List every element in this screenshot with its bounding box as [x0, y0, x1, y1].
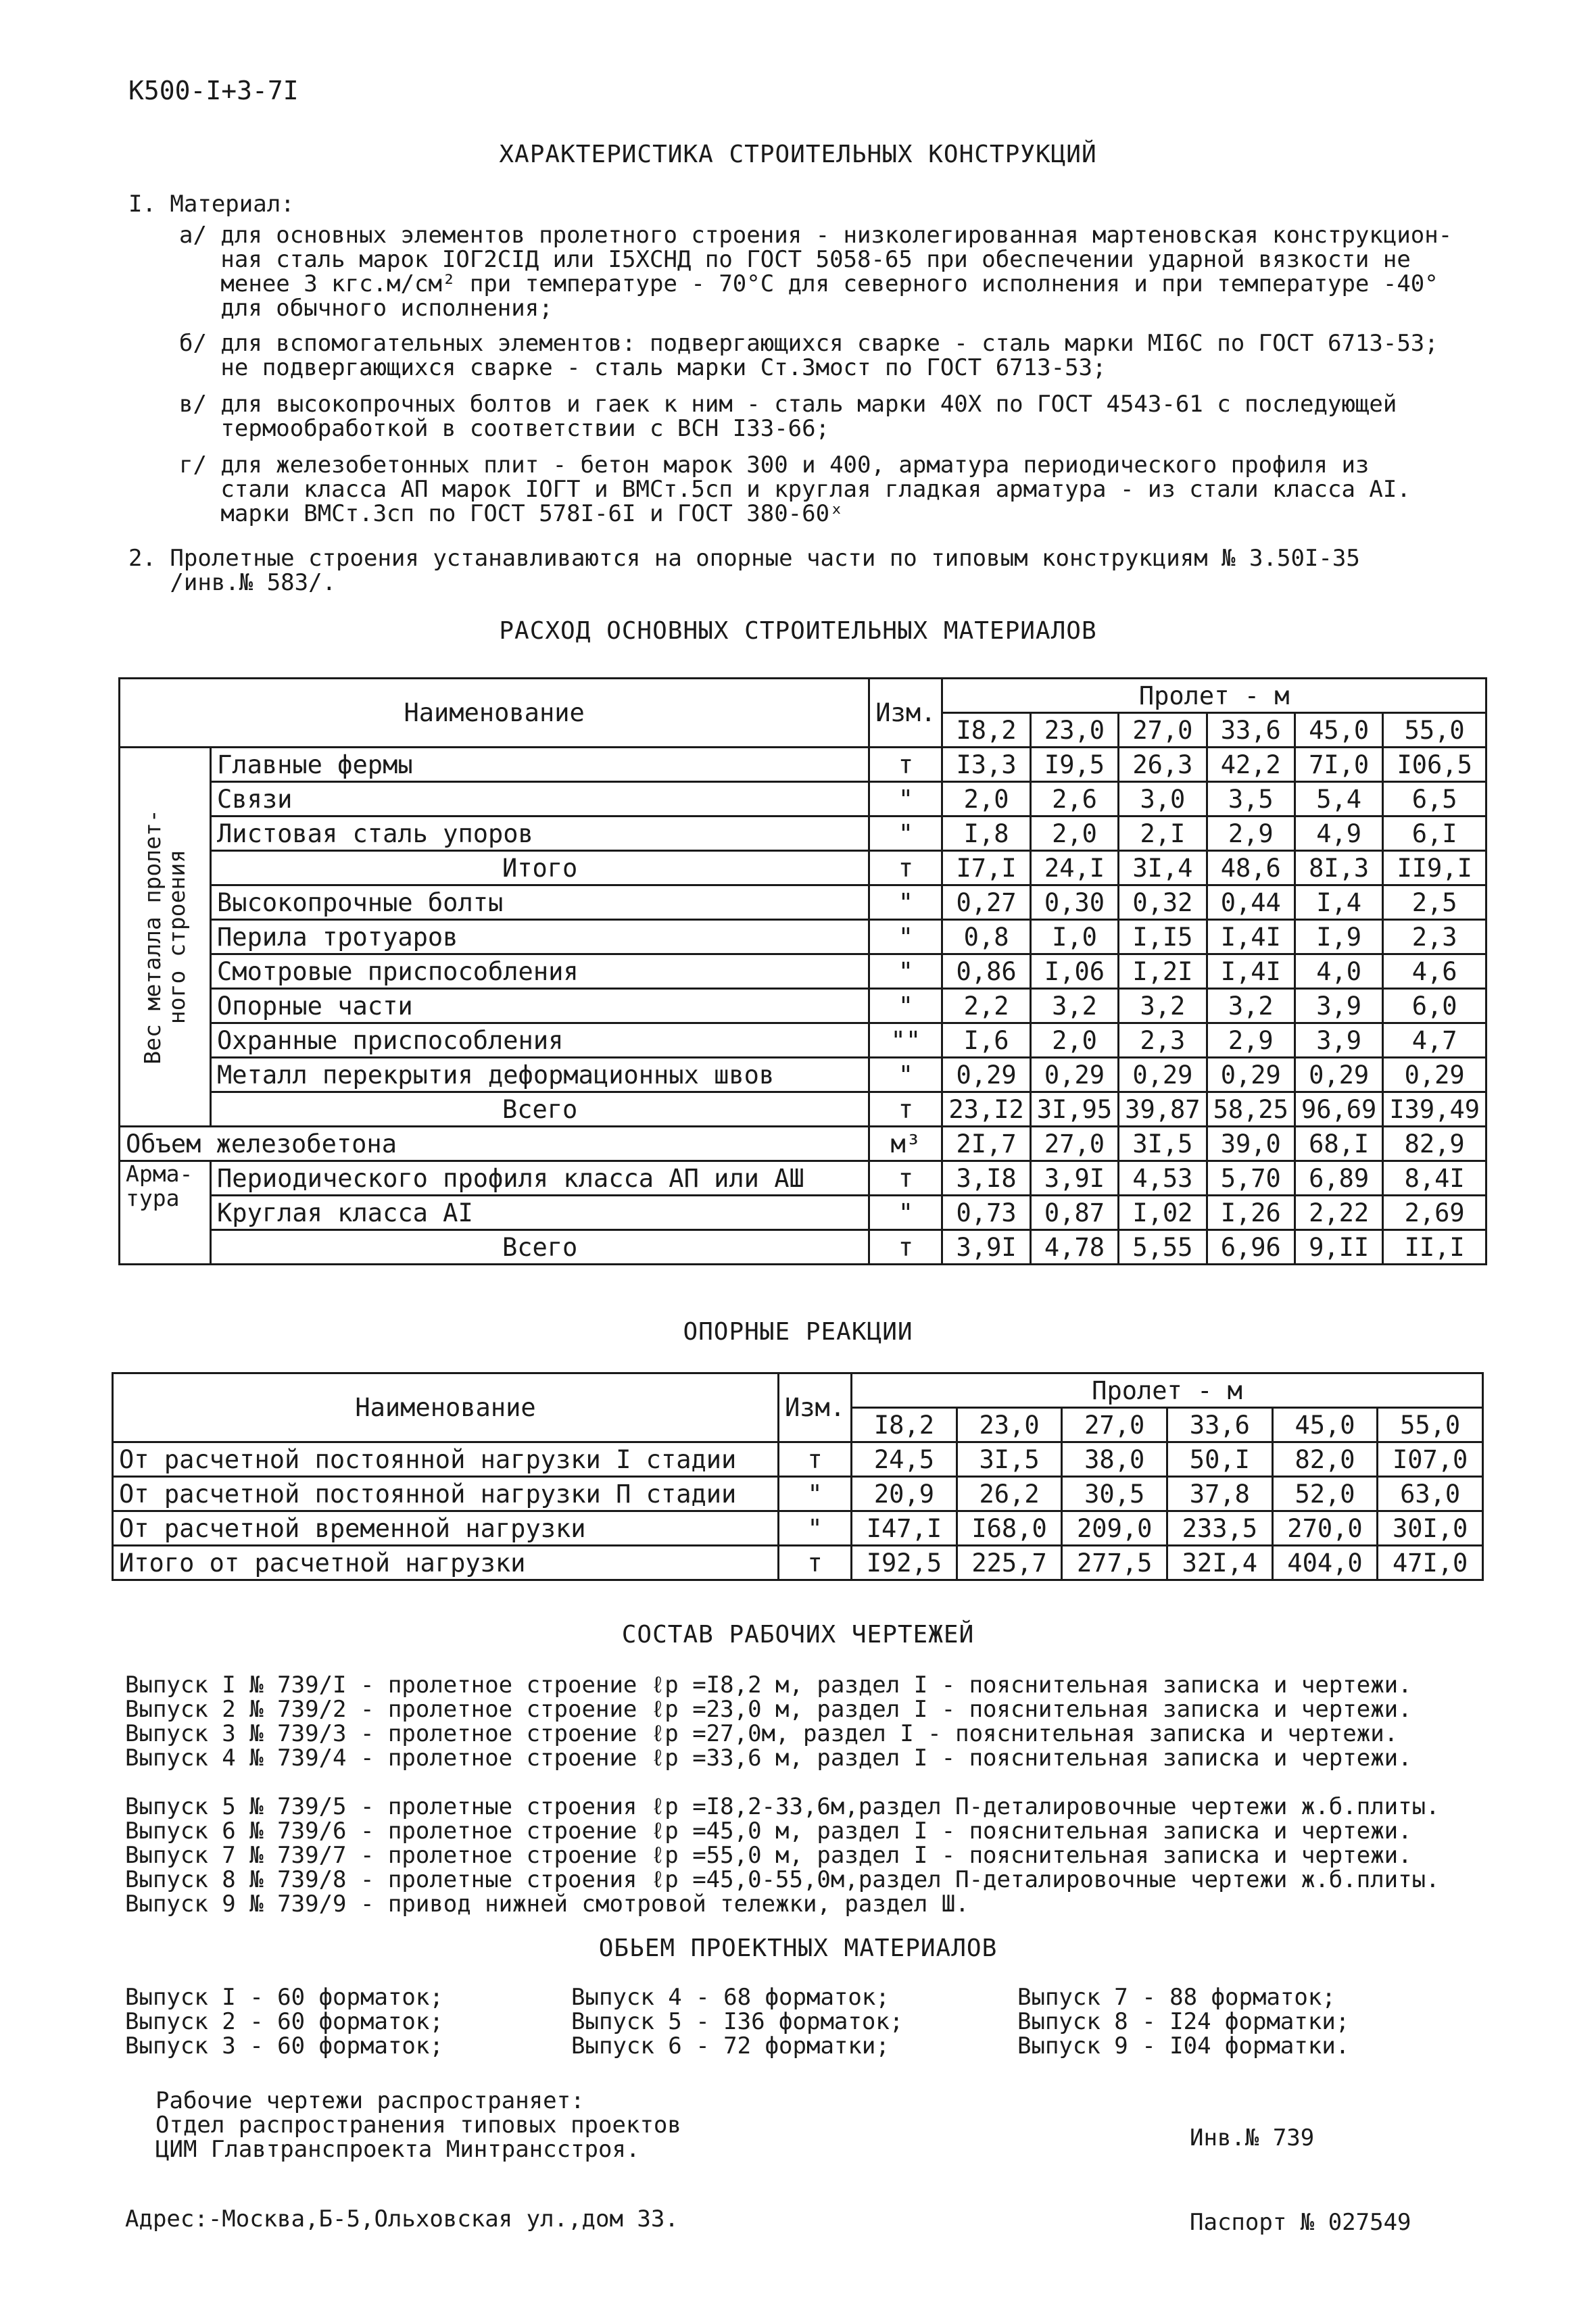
row-value: 5,55 — [1119, 1230, 1207, 1265]
row-value: 20,9 — [852, 1477, 957, 1511]
row-value: 3,0 — [1119, 782, 1207, 817]
table-row — [120, 1196, 1486, 1230]
row-value: 3,I8 — [942, 1161, 1030, 1196]
row-value: 6,I — [1383, 817, 1486, 851]
row-unit: т — [869, 748, 942, 782]
volume-item: Выпуск 9 - I04 форматки. — [1017, 2032, 1350, 2060]
row-name: От расчетной временной нагрузки — [113, 1511, 779, 1546]
row-name: Листовая сталь упоров — [211, 817, 869, 851]
row-unit: " — [779, 1477, 852, 1511]
row-value: 0,29 — [942, 1058, 1030, 1092]
material-item-c: в/ для высокопрочных болтов и гаек к ним - сталь марки 40Х по ГОСТ 4543-61 с последующей термообработкой в соответствии с ВСН I33-66; — [179, 391, 1397, 442]
header-span: Пролет - м — [942, 679, 1486, 713]
row-value: 225,7 — [957, 1546, 1062, 1580]
row-value: 32I,4 — [1167, 1546, 1273, 1580]
span-value: 33,6 — [1167, 1408, 1273, 1442]
row-value: 2,0 — [942, 782, 1030, 817]
row-unit: т — [869, 1092, 942, 1127]
row-value: 0,29 — [1119, 1058, 1207, 1092]
row-value: 0,44 — [1207, 885, 1295, 920]
row-unit: " — [779, 1511, 852, 1546]
row-value: I,02 — [1119, 1196, 1207, 1230]
row-unit: " — [869, 1196, 942, 1230]
row-value: I06,5 — [1383, 748, 1486, 782]
span-value: 23,0 — [957, 1408, 1062, 1442]
header-name: Наименование — [120, 679, 869, 748]
distributor-text: Рабочие чертежи распространяет: Отдел распространения типовых проектов ЦИМ Главтранспроекта Минтрансстроя. — [155, 2087, 681, 2163]
table-row — [120, 989, 1486, 1023]
row-value: 0,73 — [942, 1196, 1030, 1230]
row-name: Объем железобетона — [120, 1127, 869, 1161]
row-name: Перила тротуаров — [211, 920, 869, 954]
row-name: Всего — [211, 1230, 869, 1265]
row-value: 63,0 — [1378, 1477, 1483, 1511]
span-value: 33,6 — [1207, 713, 1295, 748]
row-value: II,I — [1383, 1230, 1486, 1265]
material-item-b: б/ для вспомогательных элементов: подвергающихся сварке - сталь марки МI6С по ГОСТ 6713-53; не подвергающихся сварке - сталь марки Ст.3мост по ГОСТ 6713-53; — [179, 330, 1438, 381]
row-value: 82,0 — [1272, 1442, 1378, 1477]
row-unit: т — [779, 1546, 852, 1580]
row-value: 8,4I — [1383, 1161, 1486, 1196]
row-value: 24,5 — [852, 1442, 957, 1477]
row-value: 3,5 — [1207, 782, 1295, 817]
row-name: Главные фермы — [211, 748, 869, 782]
row-name: Опорные части — [211, 989, 869, 1023]
row-value: 4,0 — [1295, 954, 1382, 989]
row-unit: т — [869, 851, 942, 885]
row-value: 0,29 — [1030, 1058, 1118, 1092]
row-value: 209,0 — [1062, 1511, 1167, 1546]
row-value: 8I,3 — [1295, 851, 1382, 885]
row-value: I07,0 — [1378, 1442, 1483, 1477]
volume-item: Выпуск 2 - 60 форматок; — [125, 2008, 443, 2035]
row-value: 3I,5 — [957, 1442, 1062, 1477]
row-value: I,6 — [942, 1023, 1030, 1058]
table-row — [120, 782, 1486, 817]
row-value: I,26 — [1207, 1196, 1295, 1230]
row-value: 4,53 — [1119, 1161, 1207, 1196]
table-row — [120, 1161, 1486, 1196]
row-name: Металл перекрытия деформационных швов — [211, 1058, 869, 1092]
document-title: ХАРАКТЕРИСТИКА СТРОИТЕЛЬНЫХ КОНСТРУКЦИЙ — [499, 141, 1097, 168]
row-value: 0,86 — [942, 954, 1030, 989]
row-value: 37,8 — [1167, 1477, 1273, 1511]
row-unit: "" — [869, 1023, 942, 1058]
metal-weight-group-label — [120, 748, 211, 1127]
row-value: 3I,4 — [1119, 851, 1207, 885]
inventory-number: Инв.№ 739 — [1190, 2124, 1315, 2151]
row-value: 58,25 — [1207, 1092, 1295, 1127]
row-value: I68,0 — [957, 1511, 1062, 1546]
row-name: Смотровые приспособления — [211, 954, 869, 989]
row-value: 2,0 — [1030, 1023, 1118, 1058]
row-name: Итого от расчетной нагрузки — [113, 1546, 779, 1580]
material-item-d: г/ для железобетонных плит - бетон марок 300 и 400, арматура периодического профиля из стали класса АП марок IОГТ и ВМСт.5сп и круглая гладкая арматура - из стали класса АI. марки ВМСт.3сп по ГОСТ 578I-6I и ГОСТ 380-60ˣ — [179, 452, 1411, 527]
span-value: 55,0 — [1383, 713, 1486, 748]
row-value: 2,6 — [1030, 782, 1118, 817]
row-value: 3,9I — [1030, 1161, 1118, 1196]
row-value: 0,30 — [1030, 885, 1118, 920]
row-value: I,06 — [1030, 954, 1118, 989]
row-value: I3,3 — [942, 748, 1030, 782]
row-value: 5,4 — [1295, 782, 1382, 817]
row-value: 3,9 — [1295, 1023, 1382, 1058]
table-row — [120, 954, 1486, 989]
row-value: 82,9 — [1383, 1127, 1486, 1161]
row-value: 6,89 — [1295, 1161, 1382, 1196]
volume-item: Выпуск 8 - I24 форматки; — [1017, 2008, 1350, 2035]
row-value: I,2I — [1119, 954, 1207, 989]
table-row — [120, 1092, 1486, 1127]
row-value: 6,0 — [1383, 989, 1486, 1023]
span-value: I8,2 — [942, 713, 1030, 748]
row-value: 5,70 — [1207, 1161, 1295, 1196]
span-value: I8,2 — [852, 1408, 957, 1442]
volume-title: ОБЬЕМ ПРОЕКТНЫХ МАТЕРИАЛОВ — [598, 1934, 998, 1962]
row-value: 0,29 — [1383, 1058, 1486, 1092]
row-value: 3,9 — [1295, 989, 1382, 1023]
row-value: I92,5 — [852, 1546, 957, 1580]
row-value: 26,2 — [957, 1477, 1062, 1511]
row-value: 0,32 — [1119, 885, 1207, 920]
row-value: 6,5 — [1383, 782, 1486, 817]
table-row — [113, 1442, 1483, 1477]
volume-item: Выпуск I - 60 форматок; — [125, 1984, 443, 2011]
row-value: 47I,0 — [1378, 1546, 1483, 1580]
volume-item: Выпуск 3 - 60 форматок; — [125, 2032, 443, 2060]
row-value: 50,I — [1167, 1442, 1273, 1477]
row-unit: " — [869, 920, 942, 954]
row-value: 2,9 — [1207, 817, 1295, 851]
row-value: 96,69 — [1295, 1092, 1382, 1127]
row-value: I,9 — [1295, 920, 1382, 954]
row-value: 4,6 — [1383, 954, 1486, 989]
row-unit: т — [869, 1230, 942, 1265]
row-unit: " — [869, 989, 942, 1023]
drawings-group-b: Выпуск 5 № 739/5 - пролетные строения ℓр =I8,2-33,6м,раздел П-деталировочные чертежи ж.б.плиты. Выпуск 6 № 739/6 - пролетное строение ℓр =45,0 м, раздел I - пояснительная записка и чертежи. Выпуск 7 № 739/7 - пролетное строение ℓр =55,0 м, раздел I - пояснительная записка и чертежи. Выпуск 8 № 739/8 - пролетные строения ℓр =45,0-55,0м,раздел П-деталировочные чертежи ж.б.плиты. Выпуск 9 № 739/9 - привод нижней смотровой тележки, раздел Ш. — [125, 1793, 1440, 1918]
row-name: Высокопрочные болты — [211, 885, 869, 920]
volume-item: Выпуск 4 - 68 форматок; — [571, 1984, 890, 2011]
row-value: 27,0 — [1030, 1127, 1118, 1161]
span-value: 45,0 — [1272, 1408, 1378, 1442]
reactions-title: ОПОРНЫЕ РЕАКЦИИ — [683, 1318, 913, 1346]
row-value: I7,I — [942, 851, 1030, 885]
row-value: 38,0 — [1062, 1442, 1167, 1477]
row-value: 68,I — [1295, 1127, 1382, 1161]
table-row — [113, 1477, 1483, 1511]
row-value: I39,49 — [1383, 1092, 1486, 1127]
volume-list — [125, 1985, 1464, 2058]
header-span: Пролет - м — [852, 1373, 1483, 1408]
row-value: 52,0 — [1272, 1477, 1378, 1511]
row-value: 270,0 — [1272, 1511, 1378, 1546]
row-name: Круглая класса АI — [211, 1196, 869, 1230]
row-unit: " — [869, 885, 942, 920]
table-header-row — [120, 679, 1486, 713]
span-value: 55,0 — [1378, 1408, 1483, 1442]
table-row — [120, 1230, 1486, 1265]
header-unit: Изм. — [869, 679, 942, 748]
row-value: 4,7 — [1383, 1023, 1486, 1058]
table-row — [120, 920, 1486, 954]
address-text: Адрес:-Москва,Б-5,Ольховская ул.,дом 33. — [125, 2206, 679, 2233]
row-value: 2,69 — [1383, 1196, 1486, 1230]
row-value: I,4 — [1295, 885, 1382, 920]
row-value: 0,8 — [942, 920, 1030, 954]
row-value: 0,87 — [1030, 1196, 1118, 1230]
row-value: 2,I — [1119, 817, 1207, 851]
volume-item: Выпуск 7 - 88 форматок; — [1017, 1984, 1336, 2011]
span-value: 45,0 — [1295, 713, 1382, 748]
table-row — [120, 817, 1486, 851]
document-code: К500-I+3-7I — [128, 76, 299, 105]
passport-number: Паспорт № 027549 — [1190, 2209, 1411, 2236]
row-unit: " — [869, 817, 942, 851]
row-name: Периодического профиля класса АП или АШ — [211, 1161, 869, 1196]
row-value: 2,0 — [1030, 817, 1118, 851]
table-row — [113, 1511, 1483, 1546]
rebar-group-label: Арма- тура — [120, 1161, 211, 1265]
row-name: Связи — [211, 782, 869, 817]
table-row — [113, 1546, 1483, 1580]
span-value: 27,0 — [1119, 713, 1207, 748]
row-value: I,0 — [1030, 920, 1118, 954]
row-unit: т — [869, 1161, 942, 1196]
row-name: От расчетной постоянной нагрузки П стадии — [113, 1477, 779, 1511]
row-unit: " — [869, 1058, 942, 1092]
materials-title: РАСХОД ОСНОВНЫХ СТРОИТЕЛЬНЫХ МАТЕРИАЛОВ — [499, 617, 1097, 645]
row-value: 4,9 — [1295, 817, 1382, 851]
row-value: I,8 — [942, 817, 1030, 851]
row-value: I,I5 — [1119, 920, 1207, 954]
row-value: 7I,0 — [1295, 748, 1382, 782]
row-value: I,4I — [1207, 920, 1295, 954]
row-unit: " — [869, 954, 942, 989]
table-header-row — [113, 1373, 1483, 1408]
row-value: 23,I2 — [942, 1092, 1030, 1127]
table-row — [120, 885, 1486, 920]
material-item-a: а/ для основных элементов пролетного строения - низколегированная мартеновская конструкцион- ная сталь марок IОГ2СIД или I5ХСНД по ГОСТ 5058-65 при обеспечении ударной вязкости не менее 3 кгс.м/см² при температуре - 70°С для северного исполнения и при температуре -40° для обычного исполнения; — [179, 222, 1453, 322]
metal-weight-group-text: Вес металла пролет- ного строения — [139, 809, 191, 1065]
row-value: 0,29 — [1295, 1058, 1382, 1092]
header-unit: Изм. — [779, 1373, 852, 1442]
row-name: Всего — [211, 1092, 869, 1127]
row-value: 3,2 — [1119, 989, 1207, 1023]
row-value: 2,2 — [942, 989, 1030, 1023]
row-value: I47,I — [852, 1511, 957, 1546]
row-value: 3,2 — [1030, 989, 1118, 1023]
row-value: 39,0 — [1207, 1127, 1295, 1161]
row-value: 26,3 — [1119, 748, 1207, 782]
row-value: 3I,95 — [1030, 1092, 1118, 1127]
drawings-group-a: Выпуск I № 739/I - пролетное строение ℓр =I8,2 м, раздел I - пояснительная записка и чертежи. Выпуск 2 № 739/2 - пролетное строение ℓр =23,0 м, раздел I - пояснительная записка и чертежи. Выпуск 3 № 739/3 - пролетное строение ℓр =27,0м, раздел I - пояснительная записка и чертежи. Выпуск 4 № 739/4 - пролетное строение ℓр =33,6 м, раздел I - пояснительная записка и чертежи. — [125, 1672, 1412, 1772]
section2-text: 2. Пролетные строения устанавливаются на опорные части по типовым конструкциям № 3.50I-35 /инв.№ 583/. — [128, 545, 1360, 596]
span-value: 27,0 — [1062, 1408, 1167, 1442]
row-value: 3,9I — [942, 1230, 1030, 1265]
row-name: Охранные приспособления — [211, 1023, 869, 1058]
table-row — [120, 1023, 1486, 1058]
table-row — [120, 1058, 1486, 1092]
row-value: 42,2 — [1207, 748, 1295, 782]
row-value: 277,5 — [1062, 1546, 1167, 1580]
header-name: Наименование — [113, 1373, 779, 1442]
row-value: 2,3 — [1119, 1023, 1207, 1058]
span-value: 23,0 — [1030, 713, 1118, 748]
row-value: 9,II — [1295, 1230, 1382, 1265]
row-value: 0,27 — [942, 885, 1030, 920]
row-value: 30,5 — [1062, 1477, 1167, 1511]
table-row — [120, 1127, 1486, 1161]
row-value: 3,2 — [1207, 989, 1295, 1023]
row-value: 4,78 — [1030, 1230, 1118, 1265]
row-value: 2I,7 — [942, 1127, 1030, 1161]
row-value: 2,9 — [1207, 1023, 1295, 1058]
row-value: 404,0 — [1272, 1546, 1378, 1580]
row-unit: м³ — [869, 1127, 942, 1161]
drawings-title: СОСТАВ РАБОЧИХ ЧЕРТЕЖЕЙ — [621, 1621, 975, 1649]
row-name: Итого — [211, 851, 869, 885]
row-value: I,4I — [1207, 954, 1295, 989]
row-value: 48,6 — [1207, 851, 1295, 885]
table-row — [120, 851, 1486, 885]
section1-label: I. Материал: — [128, 191, 295, 218]
materials-table — [118, 677, 1487, 1265]
row-value: 24,I — [1030, 851, 1118, 885]
row-value: 30I,0 — [1378, 1511, 1483, 1546]
row-value: 2,22 — [1295, 1196, 1382, 1230]
row-unit: " — [869, 782, 942, 817]
row-value: 233,5 — [1167, 1511, 1273, 1546]
row-unit: т — [779, 1442, 852, 1477]
row-name: От расчетной постоянной нагрузки I стадии — [113, 1442, 779, 1477]
row-value: 2,3 — [1383, 920, 1486, 954]
row-value: 3I,5 — [1119, 1127, 1207, 1161]
row-value: 6,96 — [1207, 1230, 1295, 1265]
table-row — [120, 748, 1486, 782]
row-value: 39,87 — [1119, 1092, 1207, 1127]
volume-item: Выпуск 5 - I36 форматок; — [571, 2008, 904, 2035]
row-value: II9,I — [1383, 851, 1486, 885]
volume-item: Выпуск 6 - 72 форматки; — [571, 2032, 890, 2060]
row-value: I9,5 — [1030, 748, 1118, 782]
row-value: 0,29 — [1207, 1058, 1295, 1092]
row-value: 2,5 — [1383, 885, 1486, 920]
reactions-table — [112, 1372, 1484, 1581]
